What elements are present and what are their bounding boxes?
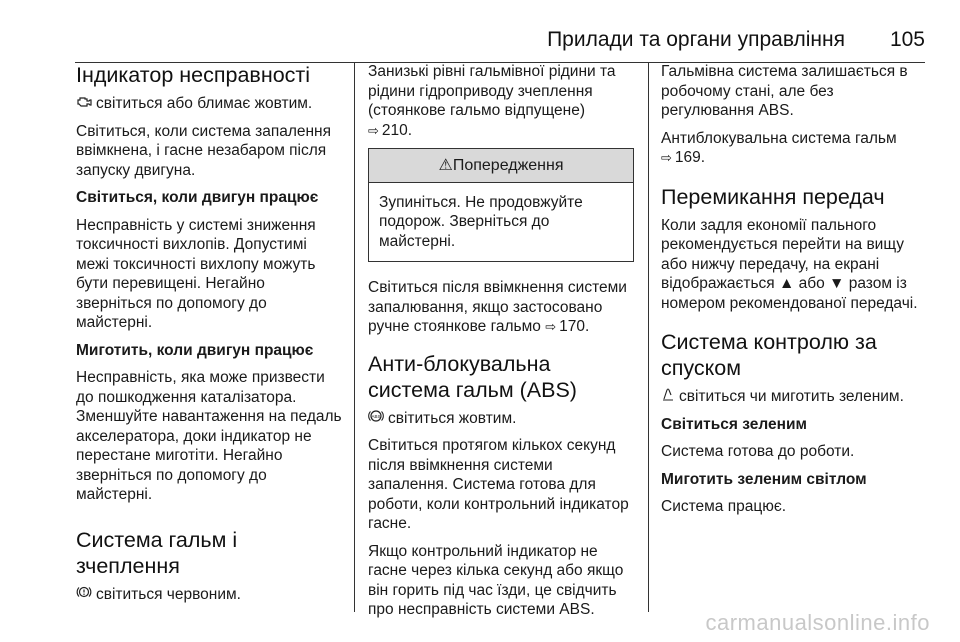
reference-arrow-icon: ⇨ [545,319,557,334]
column-2 [368,62,634,628]
brake-warning-icon [76,585,92,605]
paragraph: Система готова до роботи. [661,443,855,460]
paragraph: Світиться, коли система запалення ввімкнена, і гасне незабаром після запуску двигуна. [76,122,332,179]
engine-icon [76,94,92,114]
subheading: Миготить, коли двигун працює [76,341,314,359]
abs-icon [368,409,384,429]
paragraph: Світиться після ввімкнення системи запалювання, якщо застосовано ручне стоянкове гальмо ⇨ 170. [368,279,627,335]
column-3 [661,62,929,525]
indicator-description: ABS світиться жовтим. [368,409,634,429]
paragraph: Антиблокувальна система гальм ⇨ 169. [661,129,897,166]
warning-text: Зупиніться. Не продовжуйте подорож. Зверніться до майстерні. [379,193,583,250]
column-1 [76,62,344,612]
subheading: Світиться, коли двигун працює [76,189,319,206]
paragraph: Якщо контрольний індикатор не гасне через кілька секунд або якщо він горить під час їзди, це свідчить про несправність системи ABS. [368,542,624,618]
indicator-description: світиться чи миготить зеленим. [661,387,929,407]
svg-text:ABS: ABS [371,413,381,419]
hill-descent-icon [661,387,675,407]
column-divider [354,62,355,612]
heading-hill-descent: Система контролю за спуском [661,330,877,380]
heading-gear-shift: Перемикання передач [661,184,885,209]
paragraph: Гальмівна система залишається в робочому стані, але без регулювання ABS. [661,63,908,119]
subheading: Світиться зеленим [661,415,807,433]
warning-header: ⚠Попередження [369,149,633,183]
paragraph: Світиться протягом кількох секунд після ввімкнення системи запалення. Система готова для роботи, коли контрольний індикатор гасне. [368,437,629,532]
warning-box [368,148,634,262]
section-title: Прилади та органи управління [547,28,845,51]
paragraph: Несправність, яка може призвести до пошкодження каталізатора. Зменшуйте навантаження на педаль акселератора, доки індикатор не перестане миготіти. Негайно зверніться по допомогу до майстерні. [76,369,342,503]
paragraph: Коли задля економії пального рекомендується перейти на вищу або нижчу передачу, на екрані відображається ▲ або ▼ разом із номером рекомендованої передачі. [661,216,918,312]
page-header [75,22,925,62]
reference-arrow-icon: ⇨ [661,150,672,165]
subheading: Миготить зеленим світлом [661,470,867,488]
column-divider [648,62,649,612]
heading-abs: Анти-блокувальна система гальм (ABS) [368,351,577,402]
paragraph: Несправність у системі зниження токсичності вихлопів. Допустимі межі токсичності вихлопу можуть бути перевищені. Негайно зверніться по допомогу до майстерні. [76,216,316,331]
page-number: 105 [889,28,925,51]
indicator-description: світиться або блимає жовтим. [76,94,344,114]
indicator-description: світиться червоним. [76,585,344,605]
reference-arrow-icon: ⇨ [368,122,379,138]
watermark: carmanualsonline.info [705,610,930,635]
paragraph: Занизькі рівні гальмівної рідини та рідини гідроприводу зчеплення (стоянкове гальмо відпущене) ⇨ 210. [368,63,616,139]
heading-malfunction-indicator: Індикатор несправності [76,63,311,87]
heading-brake-clutch: Система гальм і зчеплення [76,527,238,578]
warning-triangle-icon: ⚠ [438,157,453,174]
paragraph: Система працює. [661,498,787,515]
